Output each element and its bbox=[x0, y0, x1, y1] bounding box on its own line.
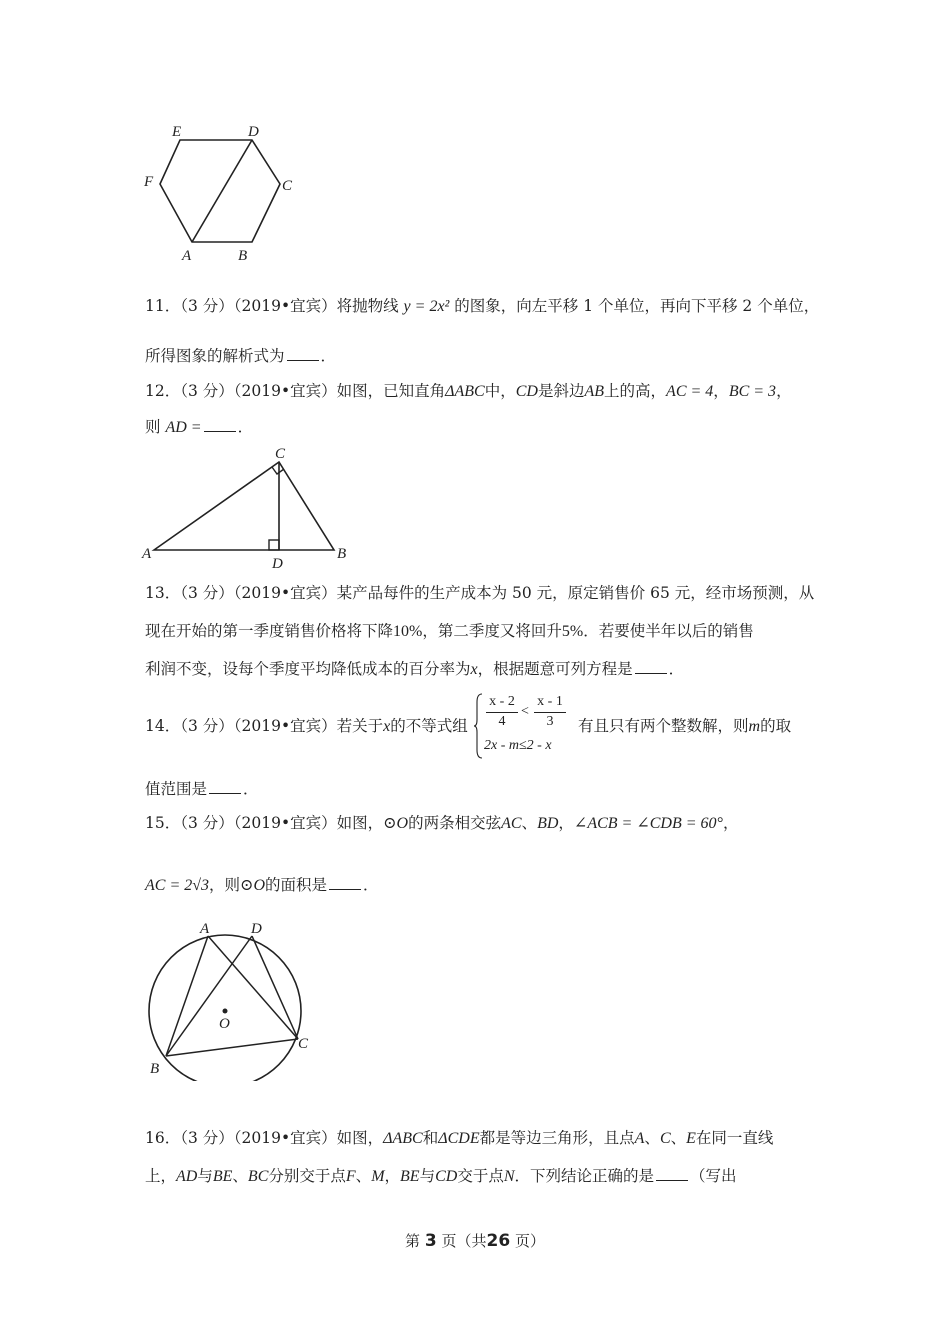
q16-l2-j: （写出 bbox=[690, 1167, 737, 1185]
circle-o bbox=[149, 935, 301, 1081]
q15-prefix: 15．（3 分）（2019•宜宾）如图， bbox=[145, 814, 384, 832]
label-a: A bbox=[142, 546, 152, 562]
chord-dc bbox=[252, 936, 298, 1039]
q15-mid: 的两条相交弦 bbox=[408, 814, 502, 832]
q15-line1 bbox=[145, 813, 738, 834]
q15-ac-value: AC = 2√3 bbox=[145, 877, 210, 894]
q12-answer-blank[interactable] bbox=[204, 417, 236, 432]
q16-point-a: A bbox=[634, 1130, 645, 1147]
q15-ac: AC bbox=[501, 815, 522, 832]
q16-be: BE bbox=[212, 1168, 233, 1185]
q16-ad: AD bbox=[176, 1168, 198, 1185]
q16-l2-f: ， bbox=[384, 1167, 401, 1185]
q13-line2-c: ．若要使半年以后的销售 bbox=[583, 622, 754, 640]
q14-frac1-bar bbox=[486, 712, 518, 713]
page-footer bbox=[0, 1230, 950, 1251]
q11-end: ． bbox=[320, 347, 337, 365]
q15-comma2: ， bbox=[722, 814, 739, 832]
hexagon-shape bbox=[160, 140, 280, 242]
q14-num1: x - 2 bbox=[489, 694, 515, 709]
q16-line1 bbox=[145, 1128, 773, 1149]
q16-l2-a: 上， bbox=[145, 1167, 177, 1185]
q15-line2 bbox=[145, 875, 379, 896]
q12-ad: AD = bbox=[165, 419, 202, 436]
q14-prefix: 14．（3 分）（2019•宜宾）若关于 bbox=[145, 717, 384, 735]
label-b: B bbox=[150, 1061, 160, 1077]
q13-end: ． bbox=[668, 660, 685, 678]
q13-percent1: 10% bbox=[393, 623, 423, 640]
q12-bc: BC = 3 bbox=[728, 383, 777, 400]
q15-bd: BD bbox=[537, 815, 559, 832]
q12-triangle: ΔABC bbox=[445, 383, 485, 400]
q13-answer-blank[interactable] bbox=[635, 659, 667, 674]
q15-comma: ， bbox=[558, 814, 574, 832]
q14-den2: 3 bbox=[546, 714, 554, 729]
q15-angle: ∠ACB = ∠CDB = 60° bbox=[573, 815, 723, 832]
q12-mid3: 上的高， bbox=[604, 382, 667, 400]
label-d: D bbox=[248, 124, 259, 140]
q15-circle2: ⊙O bbox=[240, 877, 266, 894]
q16-prefix: 16．（3 分）（2019•宜宾）如图， bbox=[145, 1129, 384, 1147]
q13-line1-text: 13．（3 分）（2019•宜宾）某产品每件的生产成本为 50 元，原定销售价 65 元，经市场预测，从 bbox=[145, 584, 815, 602]
q14-lt: < bbox=[521, 704, 529, 719]
footer-post: 页） bbox=[514, 1232, 545, 1250]
q12-mid1: 中， bbox=[484, 382, 516, 400]
q15-sep: 、 bbox=[521, 814, 538, 832]
footer-total-pages: 26 bbox=[486, 1231, 511, 1251]
q16-line2 bbox=[145, 1166, 737, 1187]
chord-ab bbox=[166, 936, 208, 1056]
q16-triangle2: ΔCDE bbox=[438, 1130, 480, 1147]
q16-be2: BE bbox=[400, 1168, 420, 1185]
q14-end: ． bbox=[243, 780, 259, 798]
q15-mid2: ，则 bbox=[209, 876, 241, 894]
footer-page-number: 3 bbox=[424, 1231, 437, 1251]
q14-x: x bbox=[383, 718, 391, 735]
q12-ac: AC = 4 bbox=[666, 383, 714, 400]
q13-line1 bbox=[145, 583, 814, 603]
chord-bd bbox=[166, 936, 252, 1056]
q16-bc: BC bbox=[247, 1168, 269, 1185]
q11-line1 bbox=[145, 296, 819, 317]
q11-suffix: 的图象，向左平移 1 个单位，再向下平移 2 个单位， bbox=[454, 297, 820, 315]
label-a: A bbox=[200, 921, 210, 937]
q14-line2-text: 值范围是 bbox=[145, 780, 208, 798]
diagonal-ad bbox=[192, 140, 252, 242]
q14-suffix: 有且只有两个整数解，则 bbox=[578, 717, 749, 735]
q16-sep2: 、 bbox=[670, 1129, 687, 1147]
footer-pre: 第 bbox=[405, 1232, 421, 1250]
q15-end: ． bbox=[363, 876, 379, 894]
q12-ab: AB bbox=[584, 383, 605, 400]
q16-cd: CD bbox=[435, 1168, 458, 1185]
left-brace-icon bbox=[474, 692, 484, 760]
q14-line2 bbox=[145, 779, 259, 799]
q13-x: x bbox=[470, 661, 478, 678]
q14-m: m bbox=[748, 718, 761, 735]
q12-comma: ， bbox=[713, 382, 729, 400]
q16-l2-h: 交于点 bbox=[457, 1167, 504, 1185]
triangle-shape bbox=[154, 462, 334, 550]
label-f: F bbox=[144, 174, 154, 190]
q13-line3 bbox=[145, 659, 684, 680]
label-d: D bbox=[251, 921, 262, 937]
q14-inequality-system bbox=[474, 692, 574, 760]
q11-answer-blank[interactable] bbox=[287, 346, 319, 361]
q16-and: 和 bbox=[422, 1129, 439, 1147]
q13-percent2: 5% bbox=[561, 623, 584, 640]
q15-circle: ⊙O bbox=[383, 815, 409, 832]
hexagon-figure bbox=[140, 118, 310, 268]
q16-l2-i: ．下列结论正确的是 bbox=[514, 1167, 655, 1185]
q12-prefix: 12．（3 分）（2019•宜宾）如图，已知直角 bbox=[145, 382, 446, 400]
circle-figure bbox=[140, 916, 320, 1081]
q14-line1-right bbox=[578, 716, 791, 737]
label-c: C bbox=[275, 446, 286, 462]
q13-line3-b: ，根据题意可列方程是 bbox=[477, 660, 633, 678]
label-e: E bbox=[172, 124, 182, 140]
q14-line1-left bbox=[145, 716, 468, 737]
label-a: A bbox=[182, 248, 192, 264]
q13-line3-a: 利润不变，设每个季度平均降低成本的百分率为 bbox=[145, 660, 471, 678]
q12-line2-pre: 则 bbox=[145, 418, 161, 436]
q16-n: N bbox=[503, 1168, 515, 1185]
q14-den1: 4 bbox=[498, 714, 506, 729]
q16-point-c: C bbox=[659, 1130, 671, 1147]
q11-line2 bbox=[145, 346, 336, 366]
q14-suffix2: 的取 bbox=[760, 717, 792, 735]
label-c: C bbox=[298, 1036, 309, 1052]
label-d: D bbox=[272, 556, 283, 570]
q16-f: F bbox=[345, 1168, 356, 1185]
q11-line2-text: 所得图象的解析式为 bbox=[145, 347, 285, 365]
chord-bc bbox=[166, 1039, 298, 1056]
q16-triangle1: ΔABC bbox=[383, 1130, 423, 1147]
q14-ineq2: 2x - m≤2 - x bbox=[484, 738, 552, 753]
footer-mid: 页（共 bbox=[441, 1232, 487, 1250]
q16-mid: 都是等边三角形，且点 bbox=[479, 1129, 635, 1147]
triangle-figure bbox=[138, 440, 358, 570]
q16-l2-g: 与 bbox=[419, 1167, 436, 1185]
q13-line2-a: 现在开始的第一季度销售价格将下降 bbox=[145, 622, 394, 640]
label-c: C bbox=[282, 178, 293, 194]
q14-frac2-bar bbox=[534, 712, 566, 713]
q16-l2-c: 、 bbox=[232, 1167, 248, 1185]
q11-formula: y = 2x² bbox=[403, 298, 450, 315]
right-angle-d bbox=[269, 540, 279, 550]
q14-answer-blank[interactable] bbox=[209, 779, 241, 794]
q12-end: ． bbox=[237, 418, 254, 436]
label-b: B bbox=[238, 248, 248, 264]
q14-mid: 的不等式组 bbox=[390, 717, 468, 735]
q16-tail: 在同一直线 bbox=[695, 1129, 774, 1147]
q16-answer-blank[interactable] bbox=[656, 1166, 688, 1181]
q16-point-e: E bbox=[686, 1130, 696, 1147]
q15-answer-blank[interactable] bbox=[329, 875, 361, 890]
q16-l2-b: 与 bbox=[197, 1167, 213, 1185]
q12-line1 bbox=[145, 381, 792, 402]
q12-line2 bbox=[145, 417, 253, 438]
q16-l2-d: 分别交于点 bbox=[268, 1167, 346, 1185]
q14-num2: x - 1 bbox=[537, 694, 563, 709]
q15-suffix: 的面积是 bbox=[265, 876, 328, 894]
label-b: B bbox=[337, 546, 347, 562]
label-o: O bbox=[219, 1016, 230, 1032]
q11-prefix: 11．（3 分）（2019•宜宾）将抛物线 bbox=[145, 297, 399, 315]
q12-end1: ， bbox=[776, 382, 792, 400]
q12-mid2: 是斜边 bbox=[537, 382, 585, 400]
q16-l2-e: 、 bbox=[355, 1167, 372, 1185]
q16-m: M bbox=[371, 1168, 385, 1185]
q12-cd: CD bbox=[515, 383, 538, 400]
center-dot bbox=[223, 1009, 228, 1014]
q13-line2-b: ，第二季度又将回升 bbox=[422, 622, 562, 640]
q16-sep1: 、 bbox=[644, 1129, 660, 1147]
q13-line2 bbox=[145, 621, 754, 642]
